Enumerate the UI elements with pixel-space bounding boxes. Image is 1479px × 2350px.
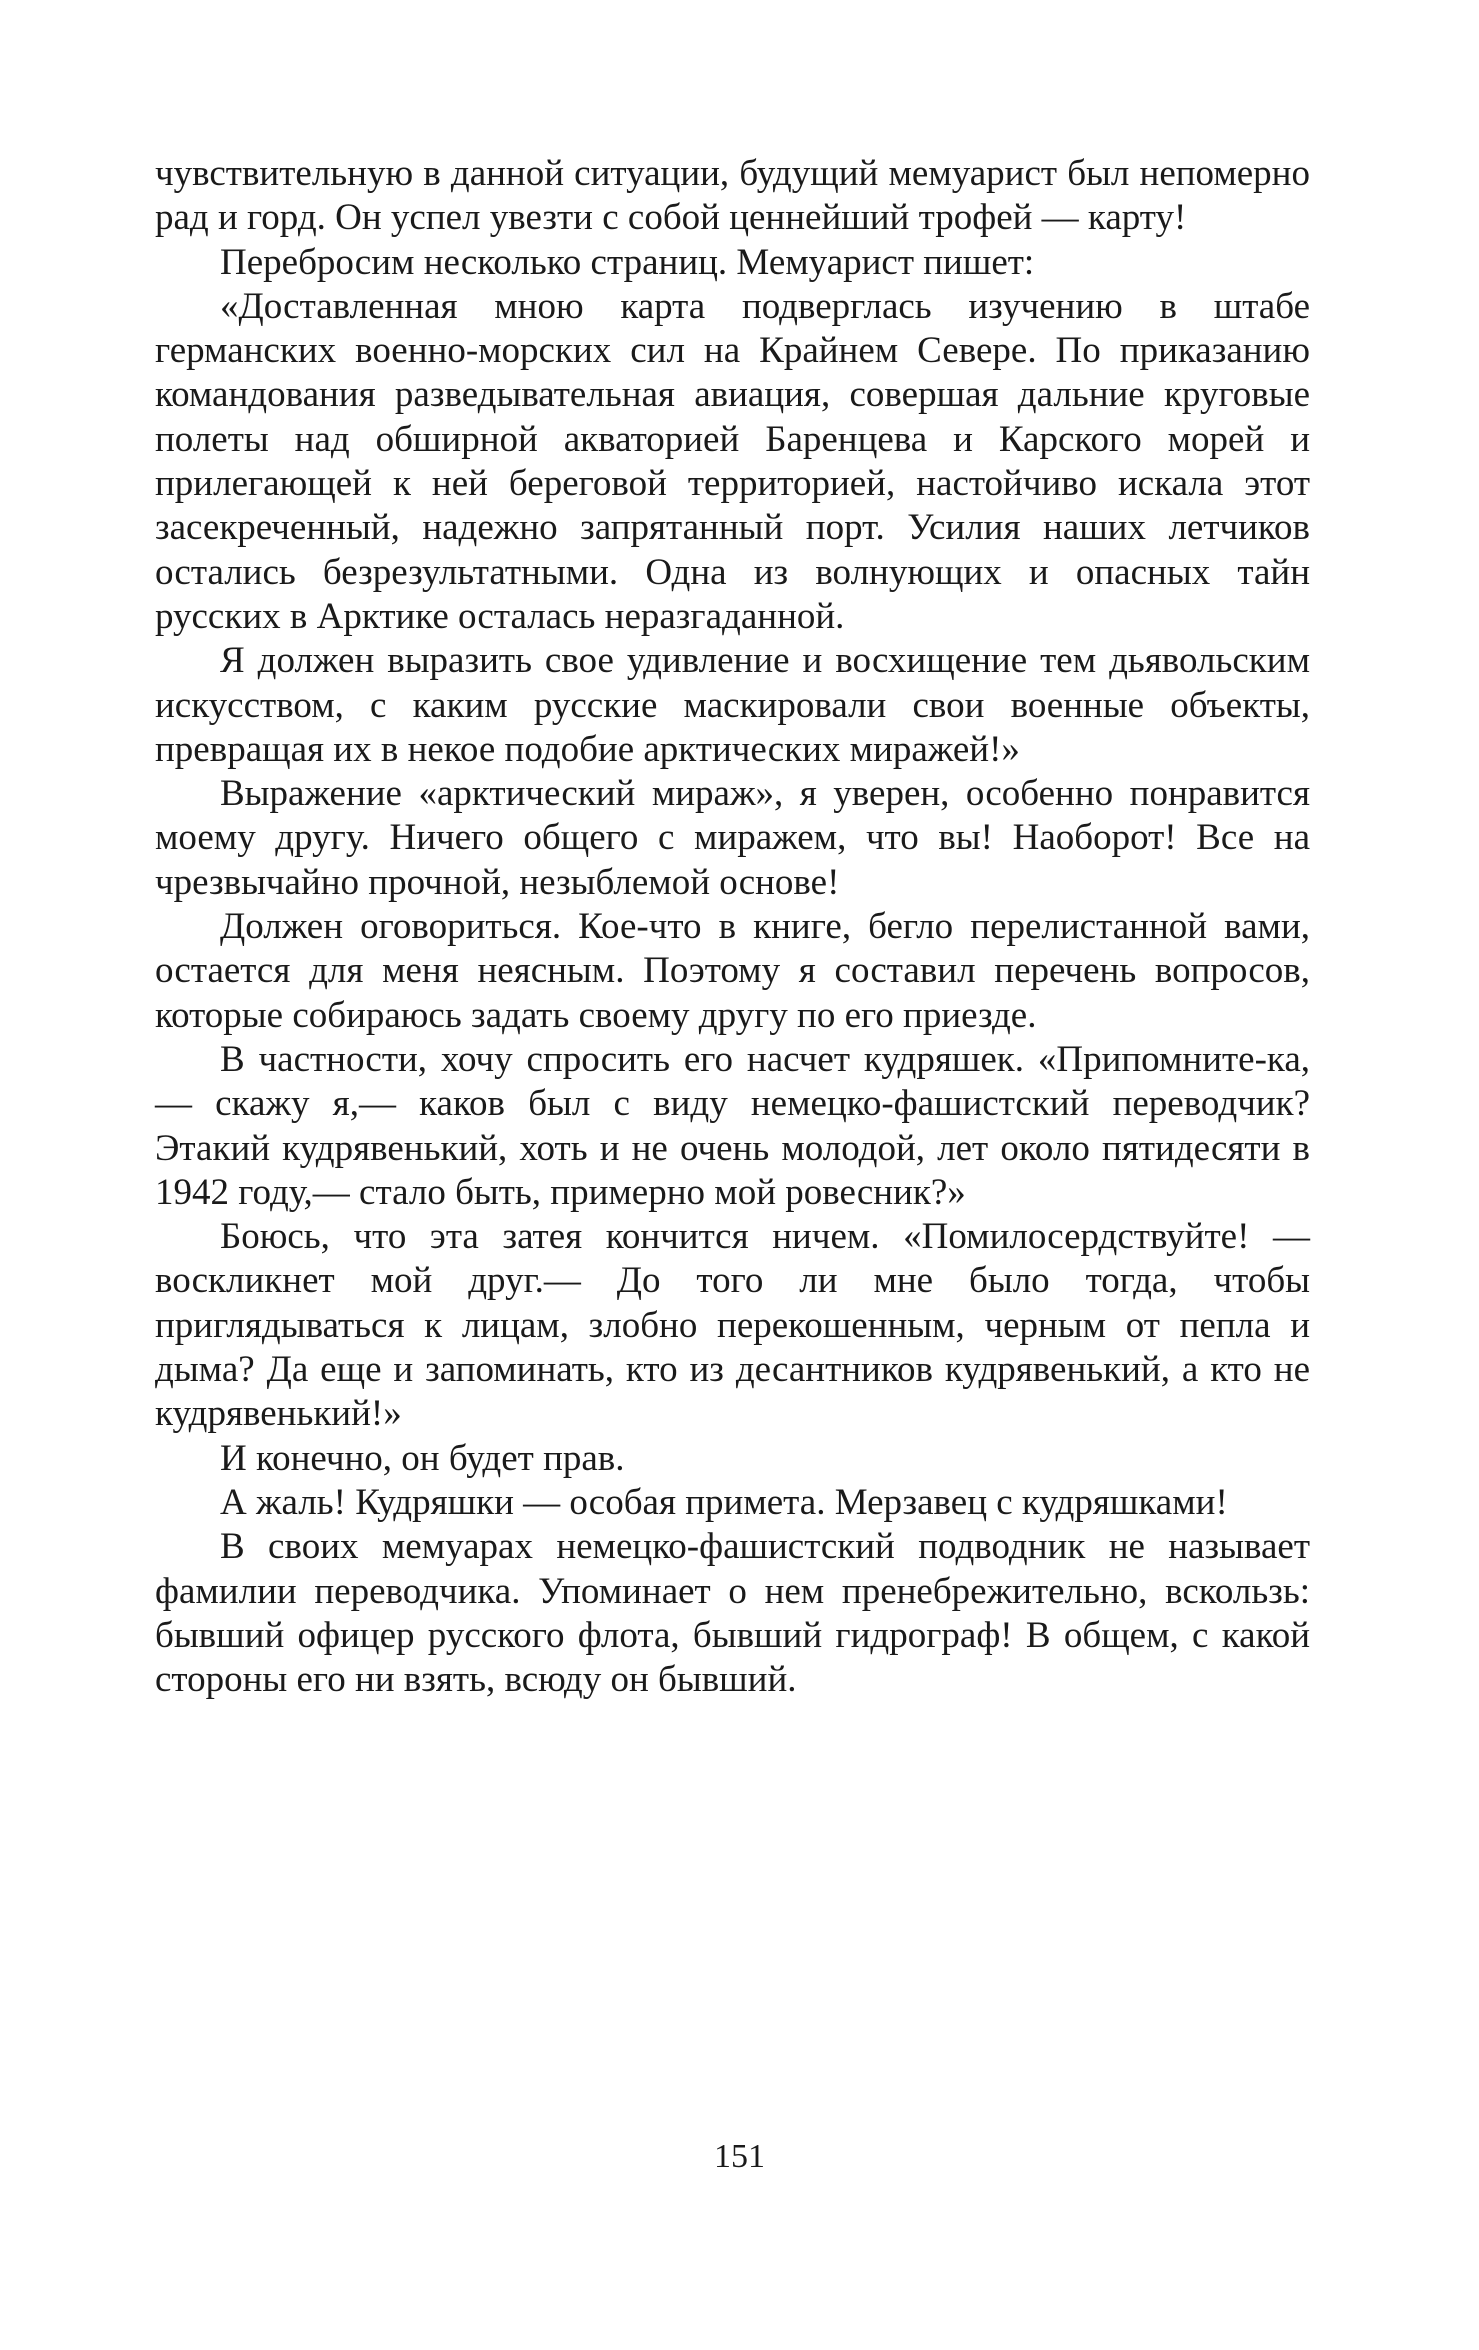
paragraph-3: «Доставленная мною карта подверглась изучению в штабе германских военно-морских сил на Крайнем Севере. По приказанию командования разведывательная авиация, совершая дальние круговые полеты над обширной акваторией Баренцева и Карского морей и прилегающей к ней береговой территорией, настойчиво искала этот засекреченный, надежно запрятанный порт. Усилия наших летчиков остались безрезультатными. Одна из волнующих и опасных тайн русских в Арктике осталась неразгаданной. xyxy=(155,285,1310,637)
paragraph-6: Должен оговориться. Кое-что в книге, бегло перелистанной вами, остается для меня неясным. Поэтому я составил перечень вопросов, которые собираюсь задать своему другу по его приезде. xyxy=(155,906,1310,1036)
paragraph-11: В своих мемуарах немецко-фашистский подводник не называет фамилии переводчика. Упоминает о нем пренебрежительно, вскользь: бывший офицер русского флота, бывший гидрограф! В общем, с какой стороны его ни взять, всюду он бывший. xyxy=(155,1526,1310,1701)
paragraph-4: Я должен выразить свое удивление и восхищение тем дьявольским искусством, с каким русские маскировали свои военные объекты, превращая их в некое подобие арктических миражей!» xyxy=(155,640,1310,770)
paragraph-1: чувствительную в данной ситуации, будущий мемуарист был непомерно рад и горд. Он успел увезти с собой ценнейший трофей — карту! xyxy=(155,153,1310,239)
paragraph-9: И конечно, он будет прав. xyxy=(220,1437,625,1479)
page-number: 151 xyxy=(714,2138,765,2175)
paragraph-5: Выражение «арктический мираж», я уверен, особенно понравится моему другу. Ничего общего с миражем, что вы! Наоборот! Все на чрезвычайно прочной, незыблемой основе! xyxy=(155,773,1310,903)
paragraph-2: Перебросим несколько страниц. Мемуарист пишет: xyxy=(220,241,1035,283)
paragraph-7: В частности, хочу спросить его насчет кудряшек. «Припомните-ка,— скажу я,— каков был с виду немецко-фашистский переводчик? Этакий кудрявенький, хоть и не очень молодой, лет около пятидесяти в 1942 году,— стало быть, примерно мой ровесник?» xyxy=(155,1038,1310,1213)
paragraph-10: А жаль! Кудряшки — особая примета. Мерзавец с кудряшками! xyxy=(220,1481,1228,1523)
paragraph-8: Боюсь, что эта затея кончится ничем. «Помилосердствуйте! — воскликнет мой друг.— До того ли мне было тогда, чтобы приглядываться к лицам, злобно перекошенным, черным от пепла и дыма? Да еще и запоминать, кто из десантников кудрявенький, а кто не кудрявенький!» xyxy=(155,1216,1310,1435)
page-body xyxy=(155,152,1310,1702)
